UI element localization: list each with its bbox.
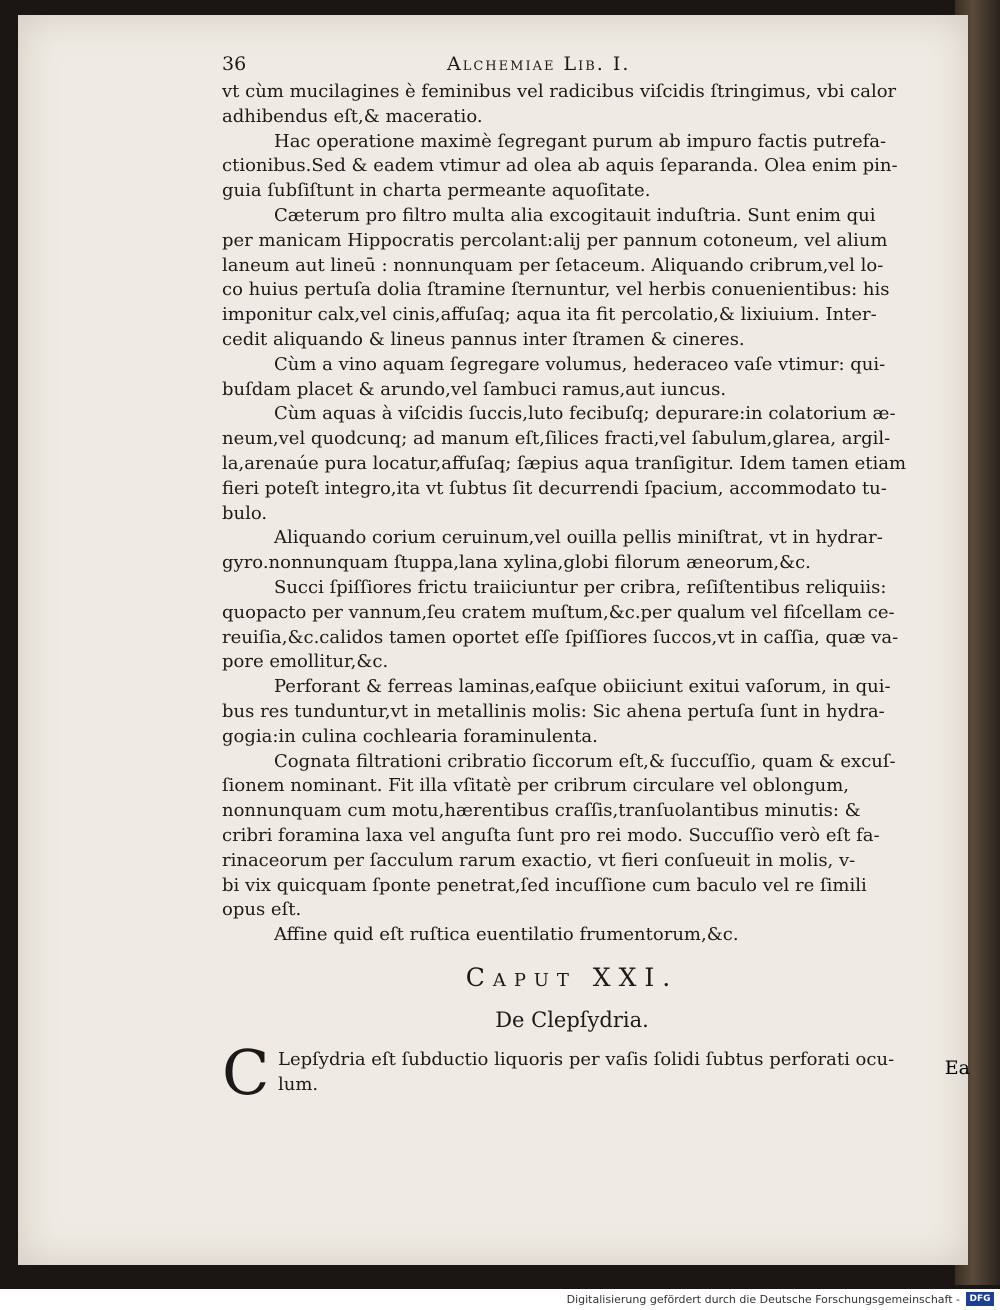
paragraph-line: Cognata filtrationi cribratio ſiccorum eſt,& ſuccuſſio, quam & excuſ- <box>274 750 896 772</box>
paragraph-line: Hac operatione maximè ſegregant purum ab impuro factis putrefa- <box>274 130 887 152</box>
paragraph <box>222 576 922 675</box>
paragraph-line: ſionem nominant. Fit illa vſitatè per cribrum circulare vel oblongum, <box>222 775 850 797</box>
paragraph-line: cribri foramina laxa vel anguſta ſunt pro rei modo. Succuſſio verò eſt fa- <box>222 824 880 846</box>
paragraph-line: vt cùm mucilagines è feminibus vel radicibus viſcidis ſtringimus, vbi calor <box>222 81 897 102</box>
paragraph-line: gogia:in culina cochlearia foraminulenta. <box>222 725 598 747</box>
paragraph-line: Affine quid eſt ruſtica euentilatio frumentorum,&c. <box>274 924 739 946</box>
paragraph <box>222 923 922 948</box>
paragraph-line: nonnunquam cum motu,hærentibus craſſis,tranſuolantibus minutis: & <box>222 800 861 822</box>
paragraph <box>222 750 922 924</box>
paragraph-line: guia ſubſiſtunt in charta permeante aquoſitate. <box>222 180 651 202</box>
paragraph-line: rinaceorum per ſacculum rarum exactio, vt fieri conſueuit in molis, v- <box>222 849 856 871</box>
paragraph-line: Perforant & ferreas laminas,eaſque obiiciunt exitui vaſorum, in qui- <box>274 676 891 698</box>
chapter-first-paragraph <box>222 1035 922 1109</box>
paragraph-line: imponitur calx,vel cinis,affuſaq; aqua ita fit percolatio,& lixiuium. Inter- <box>222 304 877 326</box>
paragraph-line: Cùm a vino aquam ſegregare volumus, hederaceo vaſe vtimur: qui- <box>274 353 886 375</box>
footer-credit: Digitalisierung gefördert durch die Deutsche Forschungsgemeinschaft - <box>566 1293 960 1306</box>
paragraph-line: laneum aut lineū : nonnunquam per ſetaceum. Aliquando cribrum,vel lo- <box>222 254 884 276</box>
drop-cap: C <box>222 1035 270 1109</box>
paragraph <box>222 402 922 526</box>
page-header <box>222 50 922 80</box>
paragraph <box>222 526 922 576</box>
paragraph-line: lum. <box>278 1073 319 1095</box>
catchword: Ea <box>944 1057 970 1079</box>
paragraph-line: adhibendus eſt,& maceratio. <box>222 105 483 127</box>
paragraph-line: ctionibus.Sed & eadem vtimur ad olea ab aquis ſeparanda. Olea enim pin- <box>222 155 898 177</box>
paragraph-line: quopacto per vannum,ſeu cratem muſtum,&c.per qualum vel fiſcellam ce- <box>222 601 895 623</box>
paragraph-line: Cùm aquas à viſcidis ſuccis,luto fecibuſq; depurare:in colatorium æ- <box>274 403 896 425</box>
paragraph-line: Aliquando corium ceruinum,vel ouilla pellis miniſtrat, vt in hydrar- <box>274 527 883 549</box>
chapter-subtitle: De Clepſydria. <box>495 1007 649 1032</box>
paragraph-line: la,arenaúe pura locatur,affuſaq; ſæpius aqua tranſigitur. Idem tamen etiam <box>222 452 907 474</box>
paragraph-line: pore emollitur,&c. <box>222 651 389 673</box>
footer-bar <box>0 1289 1000 1310</box>
paragraph-line: fieri poteſt integro,ita vt ſubtus ſit decurrendi ſpacium, accommodato tu- <box>222 477 887 499</box>
paragraph-line: bi vix quicquam ſponte penetrat,ſed incuſſione cum baculo vel re ſimili <box>222 874 867 896</box>
paragraph-line: gyro.nonnunquam ſtuppa,lana xylina,globi filorum æneorum,&c. <box>222 552 811 574</box>
page-text-block <box>222 50 922 1109</box>
paragraph <box>222 353 922 403</box>
paragraph-line: per manicam Hippocratis percolant:alij per pannum cotoneum, vel alium <box>222 229 888 251</box>
chapter-heading: Caput XXI. <box>465 962 679 992</box>
paragraph-line: bulo. <box>222 502 268 524</box>
paragraph <box>222 204 922 353</box>
paragraph-line: opus eſt. <box>222 899 302 921</box>
paragraph-line: buſdam placet & arundo,vel ſambuci ramus,aut iuncus. <box>222 378 727 400</box>
dfg-logo: DFG <box>966 1292 994 1306</box>
paragraph <box>222 80 922 130</box>
running-head: Alchemiae Lib. I. <box>447 53 631 75</box>
paragraph-line: Succi ſpiſſiores frictu traiiciuntur per cribra, reſiſtentibus reliquiis: <box>274 576 887 598</box>
paragraph-line: Cæterum pro filtro multa alia excogitauit induſtria. Sunt enim qui <box>274 204 876 226</box>
page-number: 36 <box>222 53 247 75</box>
paragraph-line: Lepſydria eſt ſubductio liquoris per vaſis ſolidi ſubtus perforati ocu- <box>278 1048 895 1070</box>
paragraph-line: cedit aliquando & lineus pannus inter ſtramen & cineres. <box>222 328 745 350</box>
paragraph <box>222 130 922 204</box>
body-paragraphs <box>222 80 922 948</box>
paragraph-line: bus res tunduntur,vt in metallinis molis: Sic ahena pertuſa ſunt in hydra- <box>222 700 885 722</box>
paragraph-line: co huius pertuſa dolia ſtramine ſternuntur, vel herbis conuenientibus: his <box>222 279 890 301</box>
paragraph <box>222 675 922 749</box>
paragraph-line: neum,vel quodcunq; ad manum eſt,ſilices fracti,vel ſabulum,glarea, argil- <box>222 428 891 450</box>
paragraph-line: reuiſia,&c.calidos tamen oportet eſſe ſpiſſiores ſuccos,vt in caſſia, quæ va- <box>222 626 899 648</box>
